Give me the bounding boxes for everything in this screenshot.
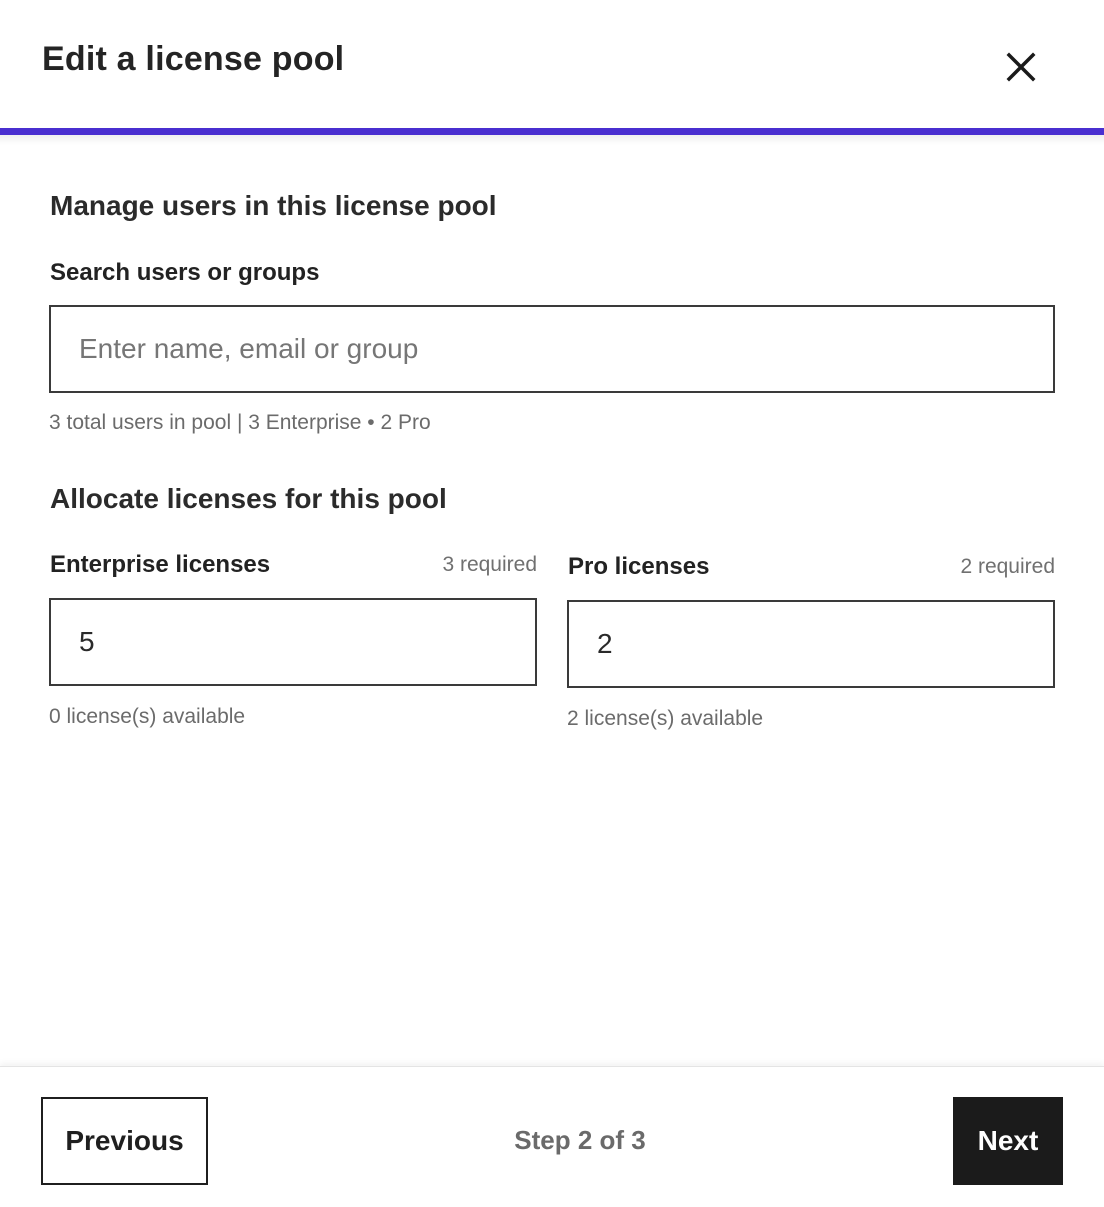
enterprise-required-count: 3 required	[442, 553, 537, 576]
search-input[interactable]	[49, 305, 1055, 393]
enterprise-available: 0 license(s) available	[49, 705, 246, 728]
close-button[interactable]	[996, 42, 1046, 92]
enterprise-licenses-label: Enterprise licenses	[50, 551, 271, 578]
progress-bar	[0, 128, 1104, 135]
header-divider	[0, 135, 1104, 145]
progress-track	[0, 128, 1104, 135]
dialog-footer	[0, 1066, 1104, 1207]
allocate-licenses-heading: Allocate licenses for this pool	[50, 483, 447, 514]
close-icon	[996, 42, 1046, 92]
dialog-title: Edit a license pool	[42, 40, 345, 78]
enterprise-licenses-input[interactable]	[49, 598, 537, 686]
pro-licenses-label: Pro licenses	[568, 553, 710, 580]
pro-required-count: 2 required	[960, 555, 1055, 578]
manage-users-heading: Manage users in this license pool	[50, 190, 497, 221]
pro-licenses-input[interactable]	[567, 600, 1055, 688]
step-indicator: Step 2 of 3	[514, 1125, 646, 1155]
search-label: Search users or groups	[50, 259, 320, 286]
next-button[interactable]: Next	[953, 1097, 1063, 1185]
pro-available: 2 license(s) available	[567, 707, 764, 730]
previous-button[interactable]: Previous	[41, 1097, 208, 1185]
pool-summary: 3 total users in pool | 3 Enterprise • 2 Pro	[49, 411, 431, 434]
dialog-header	[0, 0, 1104, 128]
